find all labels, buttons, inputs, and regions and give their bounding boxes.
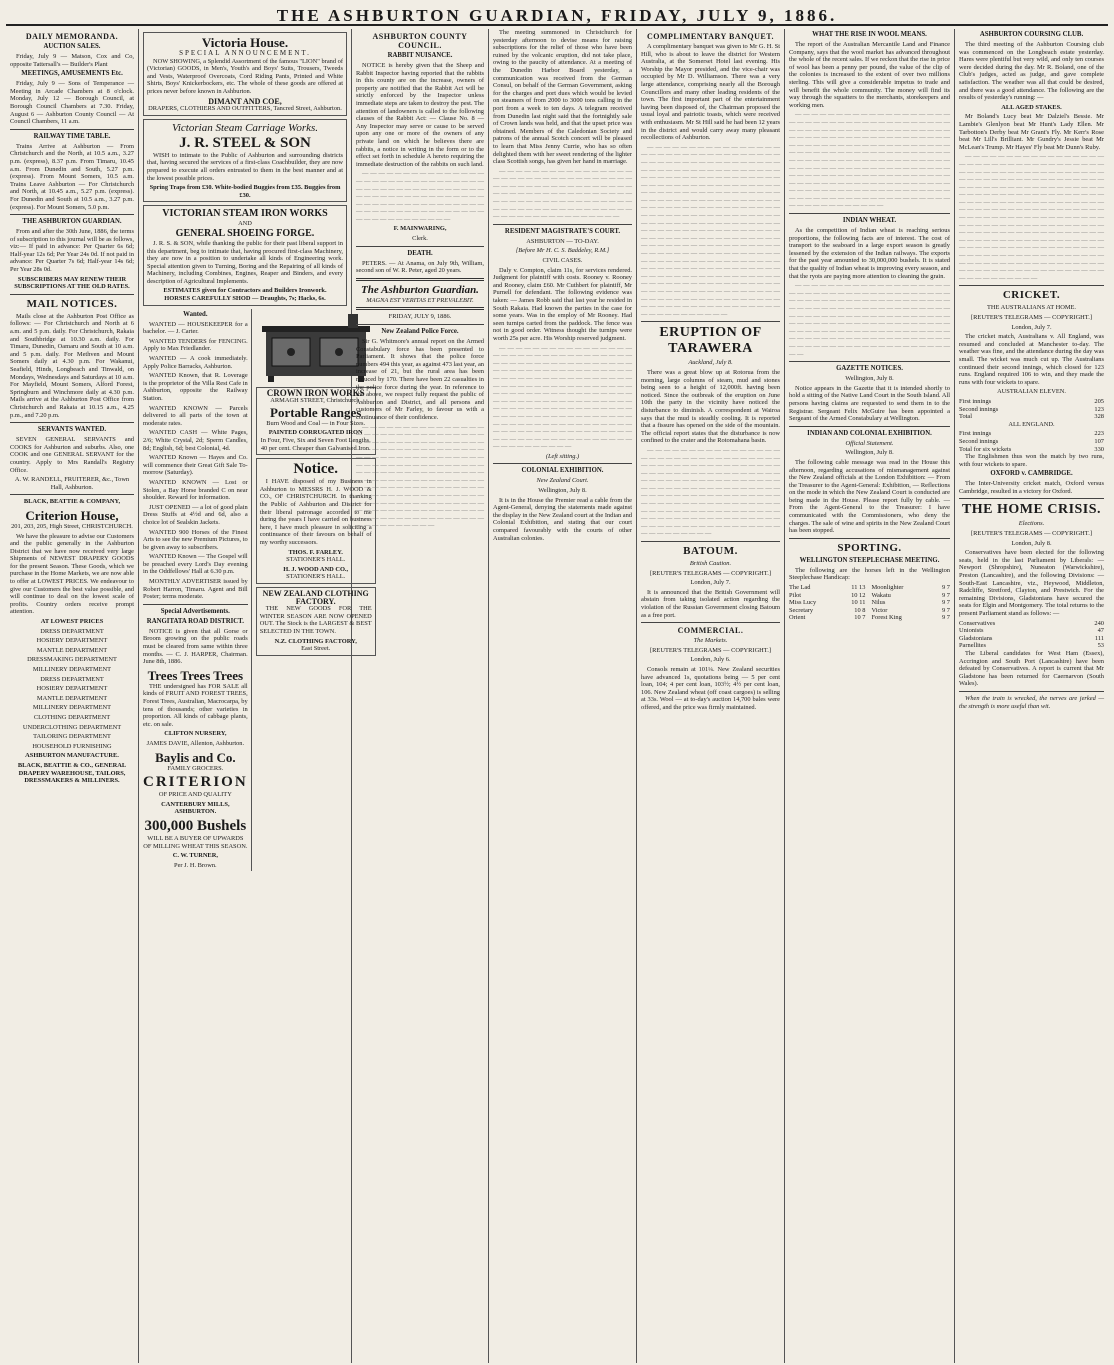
- news-brief: The meeting summoned in Christchurch for yesterday afternoon to devise means for raising subscriptions for the relief of those who have been ruined by the volcanic eruption, did not take place, owing to the paucity of attendance. At a meeting of the Dunedin Harbor Board yesterday, a communication was received from the German Consul, on behalf of the German Government, asking for the charges and port dues which would be levied on steamers of from 2000 to 3000 tons calling in the port from a week to ten days. A telegram received from Dunedin last night said that the fortnightly sale of Crown lands was held, and that the upset price was obtained. Members of the Caledonian Society and patrons of the annual Scotch concert will be pleased to learn that Miss Jenny Currie, who has so often delighted them with her sweet rendering of the lighter class Scottish songs, has given her hand in marriage.: [493, 29, 632, 166]
- nz-factory: N.Z. CLOTHING FACTORY,: [274, 637, 357, 645]
- crisis-text: Conservatives have been elected for the following seats, held in the last Parliament by Liberals: — Newport (Shropshire), Nuneaton (Warwickshire), Preston (Lancashire), and the following Divisions: — South-East Lancashire, viz., Heywood, Middleton, Radcliffe, Stretford, Clayton, and Prestwich. For the remaining Divisions, Gladstonians have secured the seats for Elgin and Montgomery. The total returns to the present Parliament stand as follows: —: [959, 549, 1104, 617]
- banquet-text: A complimentary banquet was given to Mr G. H. St Hill, who is about to leave the district for Western Australia, at the Somerset Hotel last evening. His Worship the Mayor presided, and the vice-chair was occupied by Mr D. Williamson. There was a very large attendance, comprising nearly all the Borough Councillors and many other leading residents of the town. The first important part of the entertainment having been disposed of, the Chairman proposed the usual loyal and patriotic toasts, which were received with enthusiasm. Mr St Hill said he had been 12 years in the district and would carry away many pleasant recollections of Ashburton.: [641, 43, 780, 142]
- steel-name: J. R. STEEL & SON: [179, 134, 311, 151]
- horse-name: Victor: [871, 606, 888, 614]
- iron-works: VICTORIAN STEAM IRON WORKS: [162, 208, 328, 220]
- tally-value: 240: [1094, 619, 1104, 627]
- coursing-text: The third meeting of the Ashburton Coursing club was commenced on the Longbeach estate yesterday. Hares were plentiful but very wild, and only ten courses were decided during the day. Mr R. Boland, one of the Club's judges, acted as judge, and gave complete satisfaction. The weather was all that could be desired, and there was a good attendance. The following are the results of yesterday's running: —: [959, 41, 1104, 102]
- horse-weight: 10 7: [854, 614, 866, 622]
- score-value: 330: [1094, 445, 1104, 453]
- footer-firm: BLACK, BEATTIE & CO., GENERAL DRAPERY WAREHOUSE, TAILORS, DRESSMAKERS & MILLINERS.: [17, 761, 127, 785]
- stake-text: Mr Boland's Lucy beat Mr Dalziel's Bessie. Mr Lambie's Glenlyon beat Mr Hunt's Lady Ellen. Mr Tarbotton's Derby beat Mr Grant's Fly. Mr Kerr's Rose beat Mr Lill's Brilliant. Mr Gundry's Jessie beat Mr McLean's Trump. Mr Hayes' Fly beat Mr Dunn's Ruby.: [959, 113, 1104, 151]
- divider: [143, 604, 248, 605]
- criterion-text: We have the pleasure to advise our Customers and the public generally in the Ashburton District that we have now received very large Shipments of NEWEST DRAPERY GOODS for the present Season. These Goods, which we purchase in the Home Markets, we are now able to offer at LOWEST PRICES. We endeavour to give our Customers the best value possible, and will continue to deal on the lowest scale of profits. Country orders receive prompt attention.: [10, 532, 134, 616]
- indian-colonial-head: INDIAN AND COLONIAL EXHIBITION.: [807, 429, 932, 437]
- divider: [10, 129, 134, 130]
- oxford-text: The Inter-University cricket match, Oxford versus Cambridge, resulted in a victory for Oxford.: [959, 480, 1104, 495]
- police-text: Sir G. Whitmore's annual report on the Armed Constabulary force has been presented to Parliament. It shows that the police force numbers 494 this year, as against 473 last year, an increase of 21, but the rural area has been reduced by 170. There have been 22 casualties in the police force during the year. In reference to the above, we respect fully request the public of Ashburton and District, and all persons and customers of Mr Farley, to favour us with a continuance of their confidence.: [356, 338, 484, 421]
- horse-weight: 9 7: [942, 614, 950, 622]
- family-grocers: FAMILY GROCERS.: [167, 764, 224, 772]
- tally-value: 47: [1097, 627, 1104, 635]
- horse-weight: 9 7: [942, 591, 950, 599]
- rabbit-head: RABBIT NUISANCE.: [387, 52, 453, 59]
- banquet-text-continued: — — — — — — — — — — — — — — — — — — — — — — — — — — — — — — — — — — — — — — — — — — — — — — — — — — — — — — — — — — — — — — — — — — — — — — — — — — — — — — — — — — — — — — — — — — — — — — — — — — — — — — — — — — — — — — — — — — — — — — — — — — — — — — — — — — — — — — — — — — — — — — — — — — — — — — — — — — — — — — — — — — — — — — — — — — — — — — — — — — — — — — — — — — — — — — — — — — — — — — — — — — — — — — — — — — — — — — — — — — — — — — — — — — — — — — — — — — — — — — — — — — — — — — — — — — — — — — — — — — — — — — — — — — — — — — — — — — — — — — — — — — — — — — — — — — — — — — — — — — — — — — — — — — — — — — — — — — — — — — — — — — — — — — — — — — — — — — — — — — — — — — — — — — — — — — — — — — — — — — — — — — — — — — — — — — — — — — — — — — — — — — — —: [641, 143, 780, 318]
- gazette-head: GAZETTE NOTICES.: [836, 365, 903, 373]
- wanted-item: WANTED KNOWN — Lost or Stolen, a Bay Horse branded C on near shoulder. Reward for information.: [143, 478, 248, 502]
- table-row: [959, 635, 1104, 643]
- divider: [10, 422, 134, 423]
- wanted-item: WANTED Known — The Gospel will be preached every Lord's Day evening in the Oddfellows' Hall at 6.30 p.m.: [143, 553, 248, 576]
- divider: [493, 224, 632, 225]
- wool-text-continued: — — — — — — — — — — — — — — — — — — — — — — — — — — — — — — — — — — — — — — — — — — — — — — — — — — — — — — — — — — — — — — — — — — — — — — — — — — — — — — — — — — — — — — — — — — — — — — — — — — — — — — — — — — — — — — — — — — — — — — — — — — — — — — — — — — — — — — — — — — — — — — — — — — — — — — — — — — — — — — — — — — — — — — — — — — — — — — — — — — — — — — — — — — — — — — — — — — — — — — — — — — — — — — — — — — — — — — — — — — — — — — — — — — — — — — — — — — — — — — — — — — — — — — — — — — —: [789, 111, 950, 210]
- department-item: HOSIERY DEPARTMENT: [36, 637, 108, 645]
- steel-ad: [143, 119, 347, 203]
- table-row: [959, 620, 1104, 628]
- department-item: HOSIERY DEPARTMENT: [36, 685, 108, 693]
- wanted-column: [143, 309, 252, 872]
- score-label: Total: [959, 413, 973, 421]
- horse-name: Miss Lucy: [789, 599, 817, 607]
- nursery-sub: JAMES DAVIE, Allenton, Ashburton.: [146, 739, 245, 747]
- corrugated-iron: PAINTED CORRUGATED IRON: [268, 429, 363, 437]
- department-item: CLOTHING DEPARTMENT: [33, 713, 111, 721]
- markets-place: London, July 6.: [690, 656, 731, 664]
- farley-name: THOS. F. FARLEY.: [288, 548, 343, 556]
- council-head: ASHBURTON COUNTY COUNCIL.: [372, 32, 468, 50]
- cricket-wire: [REUTER'S TELEGRAMS — COPYRIGHT.]: [971, 314, 1092, 321]
- tally-label: Gladstonians: [959, 634, 993, 642]
- divider: [959, 498, 1104, 499]
- divider: [356, 246, 484, 247]
- score-value: 123: [1094, 405, 1104, 413]
- divider: [10, 494, 134, 495]
- turner-name: C. W. TURNER,: [172, 852, 218, 860]
- tally-value: 111: [1094, 634, 1104, 642]
- masthead: THE ASHBURTON GUARDIAN, FRIDAY, JULY 9, 1886.: [6, 4, 1108, 26]
- carriage-works: Victorian Steam Carriage Works.: [171, 121, 319, 134]
- batoum-text: It is announced that the British Government will abstain from taking isolated action regarding the violation of the Russian Government closing Batoum as a free port.: [641, 588, 780, 619]
- railway-text: Trains Arrive at Ashburton — From Christchurch and the North, at 10.5 a.m., 3.27 p.m. (express), 8.37 p.m. From Timaru, 10.45 a.m. From Dunedin and South, 5.27 p.m. (express). From Mount Somers, 10.5 a.m. Trains Leave Ashburton — For Christchurch and North, at 10.45 a.m., 5.27 p.m. (express). For Dunedin and South at 10.5 a.m., 3.27 p.m. (express). For Mount Somers, 5.0 p.m.: [10, 142, 134, 211]
- department-item: DRESS DEPARTMENT: [40, 627, 104, 635]
- trees-title: Trees Trees Trees: [147, 667, 244, 683]
- horse-name: Wakatu: [871, 591, 891, 599]
- department-item: DRESSMAKING DEPARTMENT: [27, 656, 117, 664]
- wool-text: The report of the Australian Mercantile Land and Finance Company, says that the wool market has advanced throughout the whole of the recent sales. If we reckon that the rise in price of wool has been a penny per pound, the value of the clip of the colonies is increased to the extent of over two millions sterling. This will give a considerable impetus to trade and will benefit the whole community. The money will find its way through the squatters to the merchants, storekeepers and working men.: [789, 41, 950, 109]
- nz-clothing-title: NEW ZEALAND CLOTHING FACTORY.: [262, 588, 369, 606]
- horse-weight: 10 12: [851, 591, 866, 599]
- divider: [789, 213, 950, 214]
- wanted-item: WANTED Known, that R. Loverage is the proprietor of the Villa Rest Cafe in Ashburton, opposite the Railway Station.: [143, 372, 248, 402]
- court-head: RESIDENT MAGISTRATE'S COURT.: [504, 227, 621, 235]
- crisis-head: THE HOME CRISIS.: [961, 502, 1102, 518]
- horse-weight: 9 7: [942, 599, 950, 607]
- score-label: First innings: [959, 430, 992, 438]
- divider: [959, 691, 1104, 692]
- mail-head: MAIL NOTICES.: [26, 297, 118, 310]
- dimant-name: DIMANT AND COE,: [208, 96, 282, 106]
- criterion-house-title: Criterion House,: [25, 507, 119, 523]
- rabbit-text-continued: — — — — — — — — — — — — — — — — — — — — — — — — — — — — — — — — — — — — — — — — — — — — — — — — — — — — — — — — — — — — — — — — — — — — — — — — — — — — — — — — — — — — — — — — — — — — — — — — — — — — — — — — — — —: [356, 170, 484, 223]
- stake-head: ALL AGED STAKES.: [1001, 103, 1062, 111]
- tally-label: Parnellites: [959, 642, 986, 650]
- court-text-continued: — — — — — — — — — — — — — — — — — — — — — — — — — — — — — — — — — — — — — — — — — — — — — — — — — — — — — — — — — — — — — — — — — — — — — — — — — — — — — — — — — — — — — — — — — — — — — — — — — — — — — — — — — — — — — — — — — — — — — — — — — — — — — — — — — — — — — — — — — — — — — — — — — — — — — — — — — — — — — — — — — — — — — — — — — — — — — — — — — — — — — — — — — — — — — — — — — — — — — — — — — — — — — — — — — — — — — — — — — — — — — — — — — — — — — —: [493, 344, 632, 451]
- turner-sub: Per J. H. Brown.: [174, 861, 217, 869]
- rangitata-head: RANGITATA ROAD DISTRICT.: [146, 617, 244, 625]
- gazette-text: Notice appears in the Gazette that it is intended shortly to hold a sitting of the Native Land Court in the South Island. All persons having claims are requested to send them in to the Registrar. Sergeant Felix McGuire has been appointed a Sergeant of the Armed Constabulary at Wellington.: [789, 384, 950, 423]
- auction-head: AUCTION SALES.: [43, 43, 101, 50]
- tally-label: Conservatives: [959, 619, 996, 627]
- horse-weight: 10 8: [854, 606, 866, 614]
- all-england: ALL ENGLAND.: [1008, 420, 1055, 428]
- railway-head: RAILWAY TIME TABLE.: [33, 132, 111, 140]
- horses-table: [789, 584, 950, 622]
- corrugated-price: 40 per cent. Cheaper than Galvanised Iron.: [260, 444, 371, 452]
- wanted-and-stove-row: [143, 309, 372, 872]
- department-item: MILLINERY DEPARTMENT: [32, 666, 112, 673]
- department-item: TAILORING DEPARTMENT: [33, 733, 111, 741]
- wanted-item: WANTED — A cook immediately. Apply Police Barracks, Ashburton.: [143, 355, 248, 370]
- horse-name: The Lad: [789, 584, 811, 592]
- guardian-title: The Ashburton Guardian.: [361, 283, 479, 296]
- wanted-item: WANTED 900 Horses of the Finest Arts to see the new Premium Pictures, to be given away to subscribers.: [143, 528, 248, 551]
- horse-name: Forest King: [871, 614, 902, 622]
- cricket-result: The Englishmen thus won the match by two runs, with four wickets to spare.: [959, 453, 1104, 468]
- horse-name: Secretary: [789, 606, 814, 614]
- wanted-item: WANTED Known — Hayes and Co. will commence their Great Gift Sale To-morrow (Saturday).: [143, 454, 248, 477]
- eruption-text-continued: — — — — — — — — — — — — — — — — — — — — — — — — — — — — — — — — — — — — — — — — — — — — — — — — — — — — — — — — — — — — — — — — — — — — — — — — — — — — — — — — — — — — — — — — — — — — — — — — — — — — — — — — — — — — — — — — — — — — — — — — — — — — — — — — — — — — — — — — — — — — — — — — — — — — — — — — — — — — — — — — — — — — — — — — — — — — — — — — — — — — — — — — — — — — — — — — — — —: [641, 446, 780, 538]
- crisis-place: London, July 8.: [1011, 539, 1052, 547]
- steel-prices: Spring Traps from £30. White-bodied Buggies from £35. Buggies from £30.: [149, 184, 341, 199]
- indian-text: As the competition of Indian wheat is reaching serious proportions, the following facts are of interest. The cost of transport to the seaboard in a large export season is greatly lessened by the extension of the Indian railways. The exports for the past year amounted to 30,000,000 bushels. It is stated that the quality of Indian wheat is improving every season, and that the ryots are paying more attention to cleaning the grain.: [789, 227, 950, 280]
- table-row: [959, 642, 1104, 650]
- rabbit-text: NOTICE is hereby given that the Sheep and Rabbit Inspector having reported that the rabbits in this county are on the increase, owners of property are notified that the Rabbit Act will be strictly enforced by the Inspector unless immediate steps are taken to destroy the pest. The attention of landowners is called to the following clauses of the Rabbit Act: — Clause No. 8 — Any Inspector may serve or cause to be served upon any one or more of the owners of any private land on which he believes there are rabbits, a notice in writing in the form or to the effect set forth in schedule A hereto requiring the immediate destruction of the rabbits on such land.: [356, 62, 484, 168]
- corrugated-sub: In Four, Five, Six and Seven Foot Lengths.: [260, 437, 371, 445]
- table-row: [959, 627, 1104, 635]
- horse-weight: 9 7: [942, 584, 950, 592]
- cricket-sub: THE AUSTRALIANS AT HOME.: [987, 304, 1076, 312]
- divider: [641, 541, 780, 542]
- official-place: Wellington, July 8.: [845, 449, 894, 457]
- department-item: DRESS DEPARTMENT: [40, 675, 104, 683]
- and-text: AND: [238, 220, 252, 228]
- divider: [356, 278, 484, 281]
- horse-name: Nilus: [871, 599, 886, 607]
- horse-name: Pilot: [789, 591, 802, 599]
- table-row: [959, 413, 1104, 421]
- england-scores: [959, 430, 1104, 453]
- wanted-item: WANTED KNOWN — Parcels delivered to all parts of the town at moderate rates.: [143, 404, 248, 427]
- horse-weight: 9 7: [942, 606, 950, 614]
- nz-clothing-text: THE NEW GOODS FOR THE WINTER SEASON ARE NOW OPENED OUT. The Stock is the LARGEST & BEST SELECTED IN THE TOWN.: [259, 605, 372, 635]
- subscribers-notice: SUBSCRIBERS MAY RENEW THEIR SUBSCRIPTIONS AT THE OLD RATES.: [14, 275, 130, 291]
- steeplechase-head: WELLINGTON STEEPLECHASE MEETING.: [799, 556, 940, 564]
- eruption-head: ERUPTION OF TARAWERA: [659, 325, 762, 357]
- indian-text-continued: — — — — — — — — — — — — — — — — — — — — — — — — — — — — — — — — — — — — — — — — — — — — — — — — — — — — — — — — — — — — — — — — — — — — — — — — — — — — — — — — — — — — — — — — — — — — — — — — — — — — — — — — — — — — — — — — — — — — — — — — — — — — — — — — — — — — — — — — — — — — — — — — — — — — — — — — — — — — — — — — — — — — — — — — — — — — — — — — — — — — —: [789, 282, 950, 358]
- department-item: MANTLE DEPARTMENT: [36, 646, 108, 654]
- horse-weight: 10 11: [851, 599, 866, 607]
- australia-scores: [959, 398, 1104, 421]
- forge-title: GENERAL SHOEING FORGE.: [175, 227, 315, 239]
- mainwaring-sub: Clerk.: [412, 235, 428, 243]
- canterbury-mills: CANTERBURY MILLS, ASHBURTON.: [161, 800, 230, 816]
- civil-cases: CIVIL CASES.: [542, 257, 583, 265]
- special-announcement: SPECIAL ANNOUNCEMENT.: [179, 49, 311, 57]
- bushels-text: WILL BE A BUYER OF UPWARDS OF MILLING WHEAT THIS SEASON.: [143, 834, 248, 850]
- horse-weight: 11 13: [851, 584, 866, 592]
- victoria-text: NOW SHOWING, a Splendid Assortment of the famous "LION" brand of (Victorian) GOODS, in Men's, Youth's and Boys' Suits, Trousers, Tweeds and Vests, Waterproof Overcoats, Cord Riding Pants, Printed and White Shirts, Boys' Knickerbockers, etc. The whole of these goods are offered at prices never before known in Ashburton.: [147, 57, 343, 95]
- crown-title: CROWN IRON WORKS: [266, 387, 365, 398]
- forge-text: J. R. S. & SON, while thanking the public for their past liberal support in this department, beg to intimate that, having procured first-class Machinery, they are now in a position to undertake all kinds of Engineering work. Special attention given to Turning, Boring and the Repairing of all kinds of Machinery, including Combines, Engines, Reaper and Binders, and every description of Agricultural Implements.: [147, 239, 343, 285]
- dimant-sub: DRAPERS, CLOTHIERS AND OUTFITTERS, Tancred Street, Ashburton.: [148, 105, 342, 113]
- batoum-head: BATOUM.: [683, 545, 738, 558]
- cricket-text: The cricket match, Australians v. All England, was resumed and concluded at Manchester to-day. The weather was fine, and the attendance during the day was small. The wicket was much cut up. The Australians continued their second innings, which closed for 123 runs. England required 106 to win, and they made the runs with four wickets to spare.: [959, 333, 1104, 386]
- steeplechase-text: The following are the horses left in the Wellington Steeplechase Handicap:: [789, 566, 950, 582]
- portable-sub: Burn Wood and Coal — in Four Sizes.: [266, 419, 366, 427]
- court-before: [Before Mr H. C. S. Baddeley, R.M.]: [515, 247, 610, 255]
- wood-sub: STATIONER'S HALL.: [286, 573, 346, 581]
- lowest-prices: AT LOWEST PRICES: [40, 618, 104, 626]
- special-ads-head: Special Advertisements.: [160, 607, 230, 615]
- divider: [959, 285, 1104, 286]
- auction-text: Friday, July 9 — Matson, Cox and Co, opposite Tattersall's — Builder's Plant: [10, 53, 134, 68]
- nz-factory-sub: East Street.: [301, 645, 331, 653]
- columns: [6, 29, 1108, 1363]
- death-head: DEATH.: [407, 249, 433, 257]
- score-value: 205: [1094, 397, 1104, 405]
- wanted-item: MONTHLY ADVERTISER issued by Robert Harron, Timaru. Agent and Bill Poster; terms moderate.: [143, 578, 248, 601]
- guardian-motto: MAGNA EST VERITAS ET PREVALEBIT.: [366, 296, 474, 304]
- column-4: [489, 29, 637, 1363]
- score-label: Total for six wickets: [959, 445, 1012, 453]
- department-item: MANTLE DEPARTMENT: [36, 694, 108, 702]
- court-text: Daly v. Compton, claim 11s, for services rendered. Judgment for plaintiff with costs. Rooney v. Rooney and Rooney, claim £60. Mr Cuthbert for plaintiff, Mr Purnell for defendant. The following evidence was taken: — James Robb said that last year he resided in South Rakaia. Had known the parties in the case for some years. Was in the employ of Mr Rooney. Had seen turnips carted from the paddock. The fence was not in good order. Witness thought the turnips were worth 25s per acre. His Worship reserved judgment.: [493, 266, 632, 342]
- guardian-text: From and after the 30th June, 1886, the terms of subscription to this journal will be as follows, viz:— If paid in advance: Per Quarter 6s 6d; Half-year 12s 6d; Per Year 24s 0d. If not paid in advance: Per Quarter 7s 6d; Half-year 14s 6d; Per Year 28s 0d.: [10, 228, 134, 274]
- bushels-title: 300,000 Bushels: [144, 817, 247, 834]
- official-head: Official Statement.: [845, 439, 894, 447]
- divider: [641, 622, 780, 623]
- official-text: The following cable message was read in the House this afternoon, regarding accusations of mismanagement against the New Zealand officials at the London Exhibition: — From the Treasurer to the Agent-General: Exhibition, — Reflections on the mode in which the New Zealand Court is conducted are being made in the House. Please report fully by cable. — From the Agent-General to the Treasurer: I have communicated with the Commissioners, who deny the charges. The sale of wine and spirits in the New Zealand Court has been stopped.: [789, 458, 950, 535]
- horse-name: Orient: [789, 614, 806, 622]
- crisis-text-2: The Liberal candidates for West Ham (Essex), Accrington and South Port (Lancashire) have been defeated by Conservatives. A report is current that Mr Gladstone has been returned for Caernarvon (South Wales).: [959, 649, 1104, 688]
- criterion-address: 201, 203, 205, High Street, CHRISTCHURCH.: [11, 522, 133, 530]
- australian-eleven: AUSTRALIAN ELEVEN.: [997, 388, 1066, 396]
- sporting-head: SPORTING.: [837, 541, 902, 554]
- tally-label: Unionists: [959, 627, 984, 635]
- table-row: [959, 430, 1104, 438]
- rangitata-text: NOTICE is given that all Gorse or Broom growing on the public roads must be cleared from same within three months. — C. J. HARPER, Chairman. June 8th, 1886.: [143, 627, 248, 666]
- mainwaring-name: F. MAINWARING,: [393, 225, 447, 233]
- news-brief-continued: — — — — — — — — — — — — — — — — — — — — — — — — — — — — — — — — — — — — — — — — — — — — — — — — — — — — — — — — — — — — — — — — — — — — — — — — — — — — — — — — — — — — — — — — — — — — — — — — — — — — — — — — — — — — — — — — — — — — —: [493, 167, 632, 221]
- score-value: 107: [1094, 437, 1104, 445]
- table-row: [789, 599, 950, 607]
- divider: [493, 463, 632, 464]
- wanted-item: WANTED — HOUSEKEEPER for a bachelor. — J. Carter.: [143, 320, 248, 336]
- stationers-hall: STATIONER'S HALL.: [286, 556, 346, 564]
- crisis-wire: [REUTER'S TELEGRAMS — COPYRIGHT.]: [971, 530, 1092, 538]
- indian-head: INDIAN WHEAT.: [842, 217, 897, 225]
- department-list: [10, 628, 134, 751]
- cricket-head: CRICKET.: [1002, 289, 1061, 302]
- exhibition-head: COLONIAL EXHIBITION.: [521, 467, 604, 475]
- election-tally: [959, 620, 1104, 650]
- servants-text: SEVEN GENERAL SERVANTS and COOKS for Ashburton and suburbs. Also, one COOK and one GENERAL SERVANT for the country. Apply to Mrs Randall's Registry Office.: [10, 436, 134, 474]
- wanted-item: JUST OPENED — a lot of good plain Dress Stuffs at 4½d and 6d, also a choice lot of Sealskin Jackets.: [143, 503, 248, 526]
- wanted-item: WANTED CASH — White Pages, 2/6; White Crystal, 2d; Sperm Candles, 8d; English, 6d; best Colonial, 4d.: [143, 429, 248, 452]
- left-sitting: (Left sitting.): [545, 452, 580, 460]
- wanted-head: Wanted.: [183, 310, 208, 318]
- estimates: ESTIMATES given for Contractors and Builders Ironwork.: [163, 287, 327, 295]
- department-item: UNDERCLOTHING DEPARTMENT: [22, 723, 122, 731]
- guardian-date: FRIDAY, JULY 9, 1886.: [388, 313, 452, 321]
- steel-text: WISH to intimate to the Public of Ashburton and surrounding districts that, having secured the services of a first-class Coachbuilder, they are now prepared to execute all orders entrusted to them in the best manner and at the lowest possible prices.: [147, 151, 343, 182]
- divider: [10, 294, 134, 295]
- eruption-text: There was a great blow up at Rotorua from the morning, large columns of steam, mud and stones being seen to a height of 12,000ft. having been noticed. Since the outbreak of the eruption on June 10th the party in the vicinity have noticed the disturbance to diminish. A correspondent at Wairoa says that the mud is steadily cooling. It is reported that a fissure has opened on the side of the mountain. The official report states that the disturbance is now confined to the crater and the Rotomahana basin.: [641, 368, 780, 445]
- wood-co: H. J. WOOD AND CO.,: [283, 565, 349, 573]
- table-row: [789, 592, 950, 600]
- divider: [356, 324, 484, 325]
- death-text: PETERS. — At Anama, on July 9th, William, second son of W. R. Peter, aged 20 years.: [356, 259, 484, 275]
- divider: [10, 214, 134, 215]
- meetings-head: MEETINGS, AMUSEMENTS Etc.: [21, 70, 123, 78]
- guardian-head: THE ASHBURTON GUARDIAN.: [22, 218, 122, 226]
- eruption-place: Auckland, July 8.: [688, 359, 733, 367]
- markets-text: Consols remain at 101¼. New Zealand securities have advanced 1s, quotations being — 5 per cent loan, 104; 4 per cent loan, 103½; 4½ per cent loan, 106. New Zealand wheat (off coast cargoes) is selling at 33s. Wool — at to-day's auction 14,700 bales were offered, and the price was firmly maintained.: [641, 665, 780, 711]
- victoria-title: Victoria House.: [201, 35, 289, 50]
- batoum-sub: British Caution.: [689, 560, 732, 568]
- nursery-name: CLIFTON NURSERY,: [164, 730, 227, 738]
- black-beattie: BLACK, BEATTIE & COMPANY,: [23, 498, 121, 506]
- table-row: [959, 398, 1104, 406]
- memo-title: DAILY MEMORANDA.: [25, 32, 119, 41]
- horse-name: Moonlighter: [871, 584, 904, 592]
- criterion-sub: OF PRICE AND QUALITY: [158, 791, 232, 799]
- gazette-place: Wellington, July 8.: [845, 375, 894, 383]
- police-text-continued: — — — — — — — — — — — — — — — — — — — — — — — — — — — — — — — — — — — — — — — — — — — — — — — — — — — — — — — — — — — — — — — — — — — — — — — — — — — — — — — — — — — — — — — — — — — — — — — — — — — — — — — — — — — — — — — — — — — — — — — — — — — — — — — — — — — — — — — — — — — — — — — — — — — — — — — — — — — — — — — — — — — — — — — — — — — — — — — — — — — — — — — — — — — — — — — — — — — — — — — — — — — — — — — — — — — — — — — — —: [356, 423, 484, 530]
- elections-head: Elections.: [1018, 520, 1045, 528]
- table-row: [789, 607, 950, 615]
- stake-text-continued: — — — — — — — — — — — — — — — — — — — — — — — — — — — — — — — — — — — — — — — — — — — — — — — — — — — — — — — — — — — — — — — — — — — — — — — — — — — — — — — — — — — — — — — — — — — — — — — — — — — — — — — — — — — — — — — — — — — — — — — — — — — — — — — — — — — — — — — — — — — — — — — — — — — — — — — — — — — — — — — — — — — — — — — — — — — — — — — — — — — — — — — — — — — — — — — — — — — — — — — — — — — — — — — — — — — — — — — — — — — — — — — — — — — — — — — — — — — — — — — — — — — — — — — — — — — — — — — — — — — — — — — — — — — — — — — — — — — — — — — — — — — — — — — — — — — — — — — — —: [959, 153, 1104, 282]
- victoria-house-ad: [143, 32, 347, 116]
- wanted-item: WANTED TENDERS for FENCING. Apply to Max Friedlander.: [143, 337, 248, 353]
- oxford-head: OXFORD v. CAMBRIDGE.: [990, 470, 1073, 478]
- divider: [641, 321, 780, 322]
- score-value: 328: [1094, 413, 1104, 421]
- coursing-head: ASHBURTON COURSING CLUB.: [979, 31, 1084, 38]
- manufacture: ASHBURTON MANUFACTURE.: [25, 752, 119, 760]
- horses-shod: HORSES CAREFULLY SHOD — Draughts, 7s; Hacks, 6s.: [164, 295, 326, 303]
- nz-court-text: It is in the House the Premier read a cable from the Agent-General, denying the statements made against the display in the New Zealand court at the Indian and Colonial Exhibition, and stating that our court compared favourably with the courts of other Australian colonies.: [493, 496, 632, 542]
- table-row: [789, 584, 950, 592]
- commercial-head: COMMERCIAL.: [677, 626, 744, 636]
- nz-court-place: Wellington, July 8.: [538, 487, 587, 495]
- column-6: [785, 29, 955, 1363]
- department-item: MILLINERY DEPARTMENT: [32, 704, 112, 712]
- batoum-wire: [REUTER'S TELEGRAMS — COPYRIGHT.]: [650, 569, 771, 577]
- closing-note: When the train is wrecked, the nerves are jerked — the strength is more useful than wit.: [959, 694, 1104, 710]
- notice-text: I HAVE disposed of my Business in Ashburton to MESSRS H. J. WOOD & CO., OF CHRISTCHURCH. In thanking the Public of Ashburton and District for their liberal patronage accorded to me during the years I have carried on business here, I have much pleasure in soliciting a continuance of their favours on behalf of my worthy successors.: [259, 478, 372, 546]
- column-3: [352, 29, 489, 1363]
- randell-ad: A. W. RANDELL, FRUITERER, &c., Town Hall, Ashburton.: [14, 476, 130, 491]
- wool-head: WHAT THE RISE IN WOOL MEANS.: [812, 31, 927, 38]
- divider: [789, 538, 950, 539]
- portable-ranges: Portable Ranges: [270, 404, 362, 420]
- tally-value: 53: [1097, 642, 1104, 650]
- cricket-place: London, July 7.: [1011, 323, 1052, 331]
- column-7: [955, 29, 1108, 1363]
- score-label: Second innings: [959, 405, 999, 413]
- crown-sub: ARMAGH STREET, Christchurch.: [270, 397, 362, 405]
- markets-wire: [REUTER'S TELEGRAMS — COPYRIGHT.]: [650, 646, 771, 654]
- baylis-title: Baylis and Co.: [155, 749, 236, 765]
- divider: [789, 426, 950, 427]
- servants-head: SERVANTS WANTED.: [37, 426, 107, 434]
- department-item: HOUSEHOLD FURNISHING: [32, 742, 112, 750]
- table-row: [959, 438, 1104, 446]
- table-row: [959, 446, 1104, 454]
- banquet-head: COMPLIMENTARY BANQUET.: [646, 32, 774, 41]
- table-row: [959, 406, 1104, 414]
- score-label: First innings: [959, 397, 992, 405]
- score-value: 223: [1094, 430, 1104, 438]
- nz-court-head: New Zealand Court.: [536, 477, 589, 485]
- markets-head: The Markets.: [693, 637, 728, 645]
- column-5: [637, 29, 785, 1363]
- divider: [356, 307, 484, 310]
- table-row: [789, 614, 950, 622]
- notice-title: Notice.: [293, 461, 338, 478]
- meetings-text: Friday, July 9 — Sons of Temperance — Meeting in Arcade Chambers at 8 o'clock. Monday, July 12 — Borough Council, at Borough Council Chambers at 7.30. Friday, August 6 — Ashburton County Council — At Council Chambers, 11 a.m.: [10, 80, 134, 126]
- batoum-place: London, July 7.: [690, 579, 731, 587]
- divider: [789, 361, 950, 362]
- column-2: [139, 29, 372, 1363]
- police-head: New Zealand Police Force.: [381, 328, 459, 336]
- criterion-title: CRITERION: [143, 774, 248, 791]
- mail-text: Mails close at the Ashburton Post Office as follows: — For Christchurch and North at 6 a.m. and 5 p.m. daily. For Christchurch, Rakaia and Southbridge at 10.30 a.m. daily. For Timaru, Dunedin, Oamaru and South at 10 a.m. and 5 p.m. daily. For Methven and Mount Somers daily at 4.30 p.m. For Wakanui, Seafield, Hinds, Longbeach and Tinwald, on Mondays, Wednesdays and Saturdays at 10 a.m. For Mayfield, Mount Somers, Alford Forest, Springburn and Winchmore daily at 4.30 p.m. Mails arrive at the Ashburton Post Office from Christchurch and Rakaia at 10.15 a.m., 4.25 p.m., and 7.20 p.m.: [10, 312, 134, 419]
- court-sub: ASHBURTON — TO-DAY.: [526, 237, 599, 245]
- trees-text: THE undersigned has FOR SALE all kinds of FRUIT AND FOREST TREES, Forest Trees, Australian, Macrocarpa, by tens of thousands; other varieties in proportion. All kinds of cabbage plants, etc. on sale.: [143, 682, 248, 728]
- iron-works-ad: [143, 205, 347, 305]
- score-label: Second innings: [959, 437, 999, 445]
- column-1: [6, 29, 139, 1363]
